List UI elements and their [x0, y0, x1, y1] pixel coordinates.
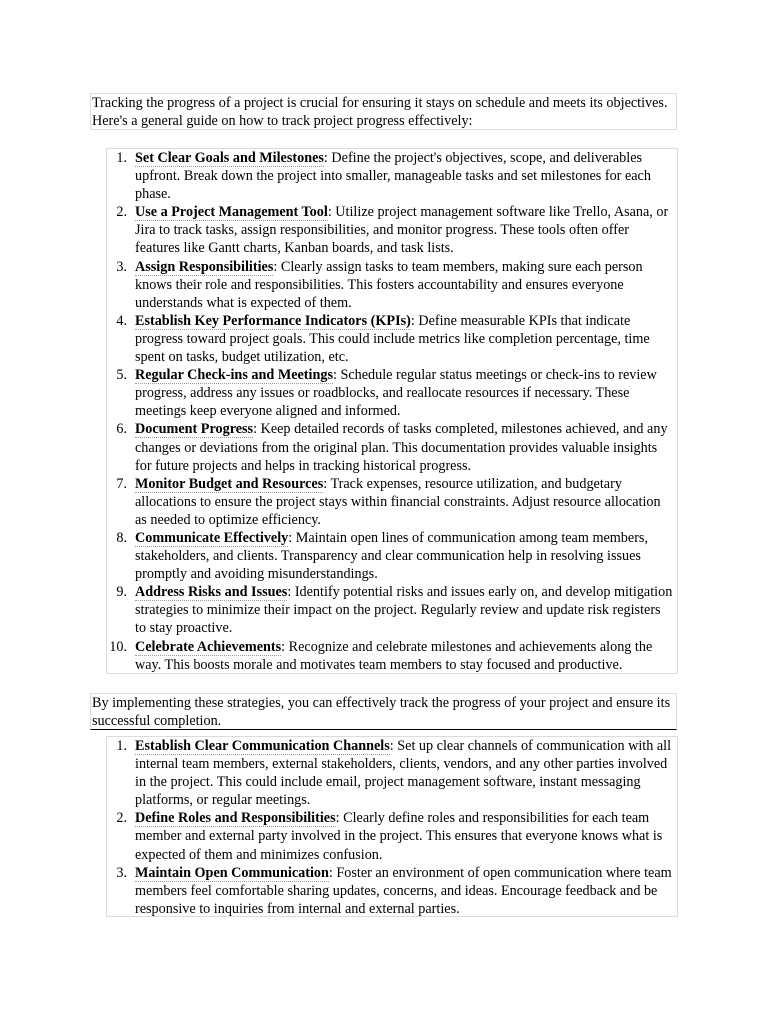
item-number: 2.	[116, 810, 127, 827]
intro-paragraph: Tracking the progress of a project is crucial for ensuring it stays on schedule and meets its objectives. Here's a general guide on how to track project progress effectively:	[90, 93, 677, 130]
item-text: : Clearly assign tasks to team members, making sure each person knows their role and responsibilities. This fosters accountability and ensures everyone understands what is expected of them.	[135, 258, 643, 311]
item-term: Use a Project Management Tool	[135, 204, 328, 221]
item-term: Establish Key Performance Indicators (KPIs)	[135, 312, 411, 329]
item-text: : Define the project's objectives, scope, and deliverables upfront. Break down the project into smaller, manageable tasks and set milestones for each phase.	[135, 150, 651, 203]
item-term: Maintain Open Communication	[135, 864, 329, 881]
list-item	[107, 737, 677, 809]
list-item	[107, 149, 677, 203]
item-number: 7.	[116, 475, 127, 492]
item-term: Set Clear Goals and Milestones	[135, 150, 324, 166]
list-item	[107, 420, 677, 474]
item-text: : Clearly define roles and responsibilities for each team member and external party involved in the project. This ensures that everyone knows what is expected of them and minimizes confusion.	[135, 810, 663, 863]
list-item	[107, 312, 677, 366]
list-item	[107, 203, 677, 257]
item-number: 1.	[116, 738, 127, 754]
item-text: : Identify potential risks and issues early on, and develop mitigation strategies to minimize their impact on the project. Regularly review and update risk registers to stay proactive.	[135, 584, 673, 637]
list-item	[107, 864, 677, 918]
list-item	[107, 529, 677, 583]
item-term: Regular Check-ins and Meetings	[135, 367, 333, 384]
item-number: 8.	[116, 529, 127, 546]
item-number: 3.	[116, 864, 127, 881]
list-item	[107, 638, 677, 674]
item-term: Document Progress	[135, 421, 254, 438]
item-term: Celebrate Achievements	[135, 638, 282, 655]
list-item	[107, 583, 677, 637]
item-term: Monitor Budget and Resources	[135, 475, 324, 492]
item-term: Establish Clear Communication Channels	[135, 738, 390, 754]
item-number: 2.	[116, 204, 127, 221]
item-term: Address Risks and Issues	[135, 584, 288, 601]
progress-tracking-list	[106, 148, 678, 674]
communication-list	[106, 736, 678, 917]
item-text: : Recognize and celebrate milestones and achievements along the way. This boosts morale and motivates team members to stay focused and productive.	[135, 638, 653, 673]
list-item	[107, 475, 677, 529]
item-number: 5.	[116, 367, 127, 384]
item-text: : Utilize project management software like Trello, Asana, or Jira to track tasks, assign responsibilities, and monitor progress. These tools often offer features like Gantt charts, Kanban boards, and task lists.	[135, 204, 669, 257]
item-number: 10.	[109, 638, 127, 655]
item-number: 6.	[116, 421, 127, 438]
list-item	[107, 366, 677, 420]
item-text: : Keep detailed records of tasks completed, milestones achieved, and any changes or deviations from the original plan. This documentation provides valuable insights for future projects and helps in tracking historical progress.	[135, 421, 668, 474]
item-text: : Set up clear channels of communication with all internal team members, external stakeholders, clients, vendors, and any other parties involved in the project. This could include email, project management software, instant messaging platforms, or regular meetings.	[135, 738, 672, 809]
item-text: : Track expenses, resource utilization, and budgetary allocations to ensure the project stays within financial constraints. Adjust resource allocation as needed to optimize efficiency.	[135, 475, 661, 528]
item-term: Communicate Effectively	[135, 529, 289, 546]
item-number: 3.	[116, 258, 127, 275]
item-number: 9.	[116, 584, 127, 601]
list-item	[107, 258, 677, 312]
item-text: : Foster an environment of open communication where team members feel comfortable sharing updates, concerns, and ideas. Encourage feedback and be responsive to inquiries from internal and external parties.	[135, 864, 672, 917]
item-text: : Define measurable KPIs that indicate progress toward project goals. This could include metrics like completion percentage, time spent on tasks, budget utilization, etc.	[135, 312, 650, 366]
item-text: : Maintain open lines of communication among team members, stakeholders, and clients. Transparency and clear communication help in resolving issues promptly and avoiding misunderstandings.	[135, 529, 648, 583]
item-term: Define Roles and Responsibilities	[135, 810, 336, 827]
list-item	[107, 809, 677, 863]
item-term: Assign Responsibilities	[135, 258, 274, 275]
item-number: 4.	[116, 312, 127, 329]
item-text: : Schedule regular status meetings or check-ins to review progress, address any issues or roadblocks, and reallocate resources if necessary. These meetings keep everyone aligned and informed.	[135, 367, 657, 420]
conclusion-paragraph: By implementing these strategies, you can effectively track the progress of your project and ensure its successful completion.	[90, 693, 677, 730]
item-number: 1.	[116, 150, 127, 166]
